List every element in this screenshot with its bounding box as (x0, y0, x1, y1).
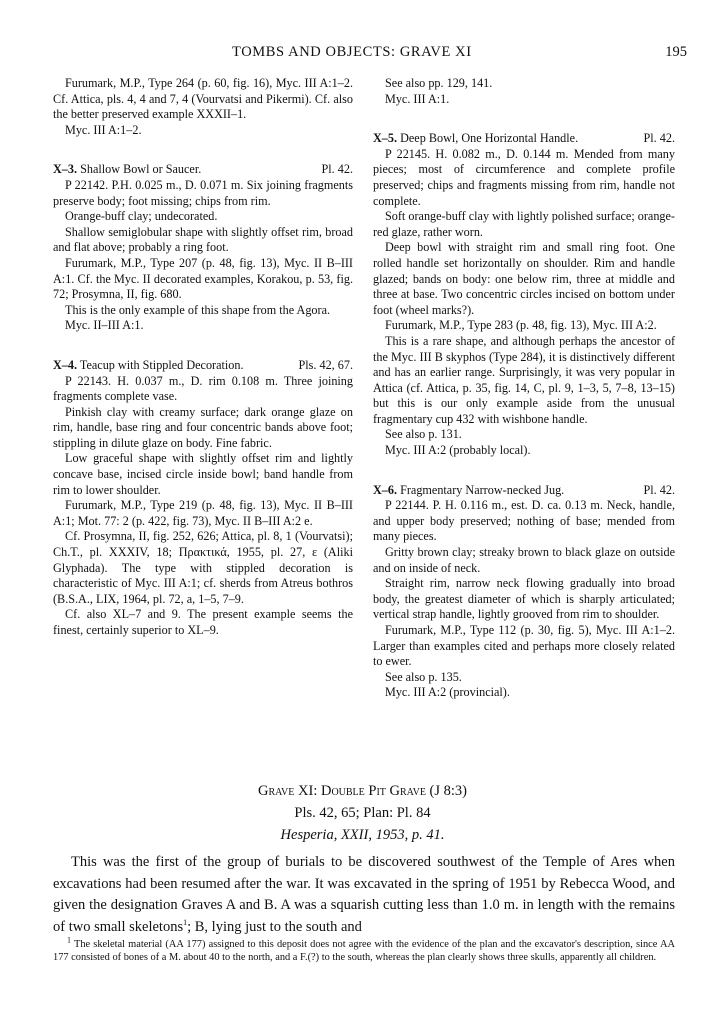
entry-id: X–5. (373, 131, 398, 146)
continued-date: Myc. III A:1–2. (65, 122, 142, 137)
entry-date: Myc. III A:2 (probably local). (385, 443, 531, 458)
continued-text: Furumark, M.P., Type 264 (p. 60, fig. 16), Myc. III A:1–2. Cf. Attica, pls. 4, 4 and 7, 4 (Vourvatsi and Pikermi). Cf. also the better preserved example XXXII–1. (53, 76, 353, 122)
entry-desc: P 22144. P. H. 0.116 m., est. D. ca. 0.13 m. Neck, handle, and upper body preserved; nothing of base; mended from many pieces. (373, 498, 675, 544)
entry-desc: P 22143. H. 0.037 m., D. rim 0.108 m. Three joining fragments complete vase. (53, 373, 353, 404)
entry-comparanda: Furumark, M.P., Type 283 (p. 48, fig. 13), Myc. III A:2. (385, 318, 657, 333)
entry-fabric: Soft orange-buff clay with lightly polished surface; orange-red glaze, rather worn. (373, 209, 675, 239)
continued-see: See also pp. 129, 141. (385, 76, 493, 90)
entry-plate: Pls. 42, 67. (298, 357, 353, 372)
intro-paragraph (53, 852, 675, 938)
entry-shape: Deep bowl with straight rim and small ring foot. One rolled handle set horizontally on shoulder. Rim and handle glazed; bands on body: one below rim, three at middle and three at base. Two concentric circles incised on bottom under foot (wheel marks?). (373, 240, 675, 317)
right-column (373, 76, 675, 701)
entry-x3-heading (53, 162, 353, 178)
entry-id: X–6. (373, 482, 398, 497)
entry-note: This is a rare shape, and although perhaps the ancestor of the Myc. III B skyphos (Type 284), it is distinctively different and has an earlier range. Surprisingly, it was very popular in Attica (cf. Attica, p. 35, fig. 14, C, pl. 9, 1–3, 5, 7–8, 13–15) but this is our only example aside from the unusual fragmentary cup 432 with wishbone handle. (373, 333, 675, 426)
continued-date: Myc. III A:1. (385, 91, 450, 106)
entry-date: Myc. III A:2 (provincial). (385, 685, 510, 700)
grave-reference-text: Hesperia, XXII, 1953, p. 41. (280, 827, 445, 843)
grave-heading-block (0, 780, 725, 846)
entry-shape: Low graceful shape with slightly offset rim and lightly concave base, incised circle inside bowl; band handle from rim to lower shoulder. (53, 451, 353, 497)
intro-tail: ; B, lying just to the south and (187, 918, 362, 935)
page-number: 195 (665, 44, 687, 60)
entry-see: See also p. 131. (385, 427, 462, 442)
entry-cf: Cf. Prosymna, II, fig. 252, 626; Attica, pl. 8, 1 (Vourvatsi); Ch.T., pl. XXXIV, 18; Πρακτικά, 1955, pl. 27, ε (Aliki Glyphada). The type with stippled decoration is characteristic of Myc. III A:1; cf. sherds from Atreus bothros (B.S.A., LIX, 1964, pl. 72, a, 1–5, 7–9. (53, 529, 353, 606)
footnote-marker: 1 (67, 935, 71, 945)
entry-id: X–3. (53, 162, 78, 177)
footnote (53, 935, 675, 964)
entry-id: X–4. (53, 357, 78, 372)
grave-reference (0, 824, 725, 846)
left-column (53, 76, 353, 639)
footnote-text: The skeletal material (AA 177) assigned to this deposit does not agree with the evidence of the plan and the excavator's description, since AA 177 consisted of bones of a M. about 40 to the north, and a F.(?) to the south, whereas the plan clearly shows three skulls, apparently all children. (53, 939, 675, 963)
running-header (0, 44, 725, 66)
entry-desc: P 22142. P.H. 0.025 m., D. 0.071 m. Six joining fragments preserve body; foot missing; chips from rim. (53, 177, 353, 208)
entry-title: Fragmentary Narrow-necked Jug. (400, 482, 565, 497)
grave-heading: Grave XI: Double Pit Grave (J 8:3) (257, 783, 468, 799)
running-title: TOMBS AND OBJECTS: GRAVE XI (232, 44, 472, 60)
entry-title: Teacup with Stippled Decoration. (79, 357, 244, 372)
entry-x5-heading (373, 131, 675, 147)
entry-note: This is the only example of this shape from the Agora. (65, 302, 331, 317)
entry-title: Deep Bowl, One Horizontal Handle. (400, 131, 579, 146)
entry-comparanda: Furumark, M.P., Type 219 (p. 48, fig. 13), Myc. II B–III A:1; Mot. 77: 2 (p. 422, fig. 73), Myc. II B–III A:2 e. (53, 498, 353, 528)
entry-shape: Shallow semiglobular shape with slightly offset rim, broad and flat above; probably a ring foot. (53, 224, 353, 255)
entry-shape: Straight rim, narrow neck flowing gradually into broad body, the greatest diameter of which is sharply articulated; vertical strap handle, lightly grooved from rim to shoulder. (373, 576, 675, 622)
entry-plate: Pl. 42. (643, 131, 675, 146)
entry-plate: Pl. 42. (321, 162, 353, 177)
grave-plates: Pls. 42, 65; Plan: Pl. 84 (294, 805, 431, 821)
entry-comparanda: Furumark, M.P., Type 207 (p. 48, fig. 13), Myc. II B–III A:1. Cf. the Myc. II decorated examples, Korakou, p. 53, fig. 72; Prosymna, II, fig. 680. (53, 255, 353, 302)
entry-fabric: Pinkish clay with creamy surface; dark orange glaze on rim, handle, base ring and four concentric bands above foot; stippling in dilute glaze on body. Fine fabric. (53, 404, 353, 450)
entry-x4-heading (53, 358, 353, 374)
entry-date: Myc. II–III A:1. (65, 318, 144, 333)
entry-fabric: Orange-buff clay; undecorated. (65, 209, 218, 224)
entry-desc: P 22145. H. 0.082 m., D. 0.144 m. Mended from many pieces; most of circumference and complete profile preserved; chips and fragments missing from rim, handle not complete. (373, 146, 675, 208)
entry-comparanda: Furumark, M.P., Type 112 (p. 30, fig. 5), Myc. III A:1–2. Larger than examples cited and perhaps more closely related to ewer. (373, 623, 675, 669)
intro-text: This was the first of the group of burials to be discovered southwest of the Temple of Ares when excavations had been resumed after the war. It was excavated in the spring of 1951 by Rebecca Wood, and given the designation Graves A and B. A was a squarish cutting less than 1.0 m. in length with the remains of two small skeletons (53, 854, 675, 935)
entry-fabric: Gritty brown clay; streaky brown to black glaze on outside and on inside of neck. (373, 545, 675, 575)
entry-title: Shallow Bowl or Saucer. (80, 162, 202, 177)
entry-see: See also p. 135. (385, 669, 462, 684)
entry-x6-heading (373, 483, 675, 499)
entry-plate: Pl. 42. (643, 482, 675, 497)
entry-note: Cf. also XL–7 and 9. The present example seems the finest, certainly superior to XL–9. (53, 607, 353, 637)
footnote-ref: 1 (183, 917, 188, 927)
